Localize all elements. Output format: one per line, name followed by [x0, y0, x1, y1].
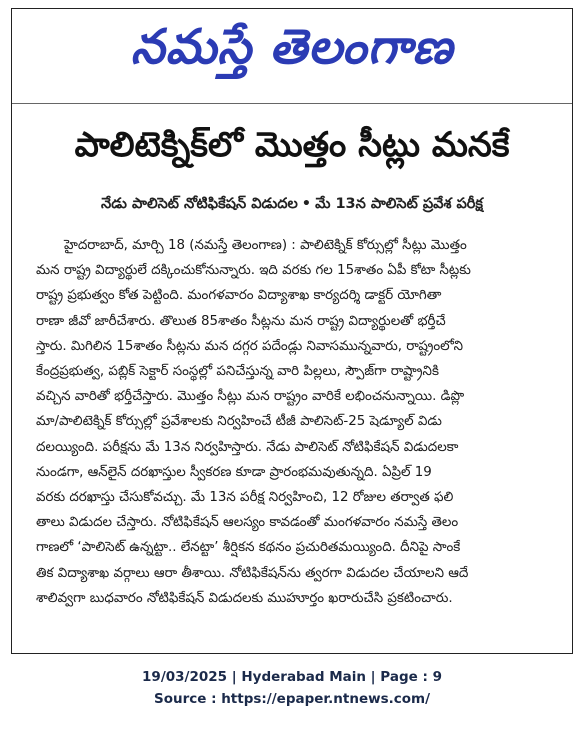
body-line: గాణలో ‘పాలిసెట్ ఉన్నట్టా.. లేనట్టా’ శీర్షికన కథనం ప్రచురితమయ్యింది. దీనిపై సాంకే [36, 540, 461, 556]
masthead-logo: నమస్తే తెలంగాణ [130, 19, 454, 75]
body-line: మన రాష్ట్ర విద్యార్థులే దక్కించుకోనున్నారు. ఇది వరకు గల 15శాతం ఏపీ కోటా సీట్లకు [36, 263, 471, 279]
body-line: హైదరాబాద్, మార్చి 18 (నమస్తే తెలంగాణ) : పాలిటెక్నిక్ కోర్సుల్లో సీట్లు మొత్తం [64, 238, 467, 253]
footer-source: Source : https://epaper.ntnews.com/ [153, 691, 431, 707]
article-body [36, 233, 560, 611]
newspaper-clipping [11, 8, 573, 654]
article-subheadline [12, 193, 572, 215]
body-line: తాలు విడుదల చేస్తారు. నోటిఫికేషన్ ఆలస్యం కావడంతో మంగళవారం నమస్తే తెలం [36, 515, 459, 531]
masthead-divider [12, 103, 572, 104]
body-line: వచ్చిన వారితో భర్తీచేస్తారు. మొత్తం సీట్లు మన రాష్ట్రం వారికే లభించనున్నాయి. డిప్లొ [36, 389, 465, 405]
masthead [12, 13, 572, 81]
body-line: వరకు దరఖాస్తు చేసుకోవచ్చు. మే 13న పరీక్ష నిర్వహించి, 12 రోజుల తర్వాత ఫలి [36, 490, 454, 506]
article-headline: పాలిటెక్నిక్‌లో మొత్తం సీట్లు మనకే [74, 125, 510, 165]
body-line: రాణా జీవో జారీచేశారు. తొలుత 85శాతం సీట్లను మన రాష్ట్ర విద్యార్థులతో భర్తీచే [36, 313, 446, 329]
subhead-bullet: • [301, 196, 312, 212]
body-line: దలయ్యింది. పరీక్షను మే 13న నిర్వహిస్తారు. నేడు పాలిసెట్ నోటిఫికేషన్ విడుదలకా [36, 439, 459, 455]
body-line: తిక విద్యాశాఖ వర్గాలు ఆరా తీశాయి. నోటిఫికేషన్‌ను త్వరగా విడుదల చేయాలని ఆదే [36, 565, 469, 581]
body-line: స్తారు. మిగిలిన 15శాతం సీట్లను మన దగ్గర పదేండ్లు నివాసమున్నవారు, రాష్ట్రంలోని [36, 338, 463, 354]
footer-date-edition-page: 19/03/2025 | Hyderabad Main | Page : 9 [142, 669, 442, 685]
subhead-part-1: నేడు పాలిసెట్ నోటిఫికేషన్ విడుదల [101, 196, 298, 212]
body-line: నుండగా, ఆన్‌లైన్ దరఖాస్తుల స్వీకరణ కూడా ప్రారంభమవుతున్నది. ఏప్రిల్ 19 [36, 464, 432, 480]
page-footer [0, 666, 584, 710]
body-line: మా/పాలిటెక్నిక్ కోర్సుల్లో ప్రవేశాలకు నిర్వహించే టీజీ పాలిసెట్-25 షెడ్యూల్ విడు [36, 414, 442, 430]
body-line: శాలివ్వగా బుధవారం నోటిఫికేషన్ విడుదలకు ముహూర్తం ఖరారుచేసి ప్రకటించారు. [36, 590, 453, 606]
body-line: కేంద్రప్రభుత్వ, పబ్లిక్ సెక్టార్ సంస్థల్లో పనిచేస్తున్న వారి పిల్లలు, స్పౌజ్‌గా రాష్ట్రానికి [36, 364, 439, 380]
body-line: రాష్ట్ర ప్రభుత్వం కోత పెట్టింది. మంగళవారం విద్యాశాఖ కార్యదర్శి డాక్టర్ యోగితా [36, 288, 442, 304]
subhead-part-2: మే 13న పాలిసెట్ ప్రవేశ పరీక్ష [315, 196, 483, 212]
